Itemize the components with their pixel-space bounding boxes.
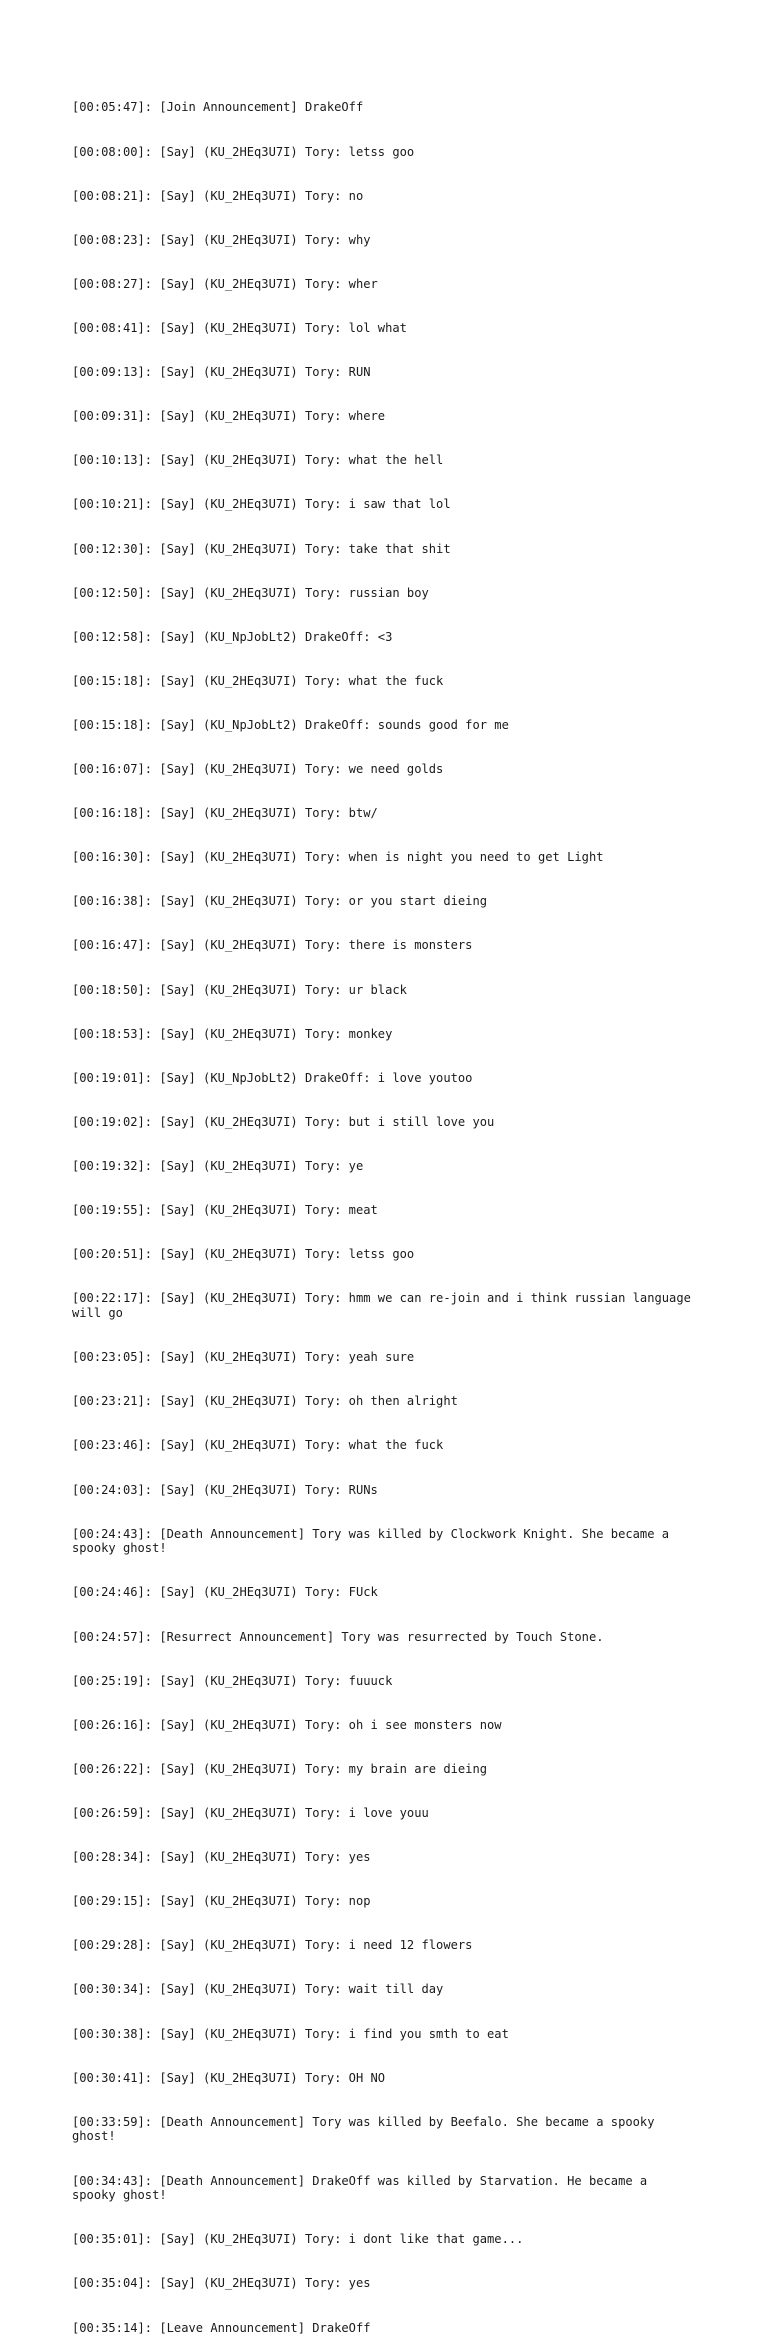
log-line: [00:33:59]: [Death Announcement] Tory was killed by Beefalo. She became a spooky ghost! [72, 2114, 662, 2144]
chat-log [72, 71, 699, 2350]
log-line: [00:15:18]: [Say] (KU_NpJobLt2) DrakeOff: sounds good for me [72, 717, 509, 732]
log-line: [00:25:19]: [Say] (KU_2HEq3U7I) Tory: fuuuck [72, 1673, 393, 1688]
log-line: [00:08:21]: [Say] (KU_2HEq3U7I) Tory: no [72, 188, 364, 203]
log-line: [00:16:38]: [Say] (KU_2HEq3U7I) Tory: or you start dieing [72, 894, 488, 909]
log-line: [00:26:59]: [Say] (KU_2HEq3U7I) Tory: i love youu [72, 1805, 429, 1820]
log-line: [00:12:50]: [Say] (KU_2HEq3U7I) Tory: russian boy [72, 585, 429, 600]
log-line: [00:09:13]: [Say] (KU_2HEq3U7I) Tory: RUN [72, 365, 371, 380]
log-line: [00:30:34]: [Say] (KU_2HEq3U7I) Tory: wait till day [72, 1982, 444, 1997]
log-line: [00:24:03]: [Say] (KU_2HEq3U7I) Tory: RUNs [72, 1482, 378, 1497]
log-line: [00:09:31]: [Say] (KU_2HEq3U7I) Tory: where [72, 409, 386, 424]
log-line: [00:10:21]: [Say] (KU_2HEq3U7I) Tory: i saw that lol [72, 497, 451, 512]
log-line: [00:24:57]: [Resurrect Announcement] Tory was resurrected by Touch Stone. [72, 1629, 604, 1644]
log-line: [00:15:18]: [Say] (KU_2HEq3U7I) Tory: what the fuck [72, 673, 444, 688]
log-line: [00:08:23]: [Say] (KU_2HEq3U7I) Tory: why [72, 232, 371, 247]
log-line: [00:24:43]: [Death Announcement] Tory was killed by Clockwork Knight. She became a spooky ghost! [72, 1526, 677, 1556]
log-line: [00:34:43]: [Death Announcement] DrakeOff was killed by Starvation. He became a spooky ghost! [72, 2173, 655, 2203]
log-line: [00:23:21]: [Say] (KU_2HEq3U7I) Tory: oh then alright [72, 1394, 458, 1409]
log-line: [00:05:47]: [Join Announcement] DrakeOff [72, 100, 364, 115]
log-line: [00:30:41]: [Say] (KU_2HEq3U7I) Tory: OH NO [72, 2070, 386, 2085]
log-line: [00:19:01]: [Say] (KU_NpJobLt2) DrakeOff: i love youtoo [72, 1070, 473, 1085]
log-line: [00:19:55]: [Say] (KU_2HEq3U7I) Tory: meat [72, 1203, 378, 1218]
log-line: [00:08:41]: [Say] (KU_2HEq3U7I) Tory: lol what [72, 320, 407, 335]
log-line: [00:08:27]: [Say] (KU_2HEq3U7I) Tory: wher [72, 276, 378, 291]
log-line: [00:20:51]: [Say] (KU_2HEq3U7I) Tory: letss goo [72, 1247, 415, 1262]
log-line: [00:12:58]: [Say] (KU_NpJobLt2) DrakeOff: <3 [72, 629, 393, 644]
log-line: [00:29:15]: [Say] (KU_2HEq3U7I) Tory: nop [72, 1894, 371, 1909]
log-line: [00:29:28]: [Say] (KU_2HEq3U7I) Tory: i need 12 flowers [72, 1938, 473, 1953]
log-line: [00:10:13]: [Say] (KU_2HEq3U7I) Tory: what the hell [72, 453, 444, 468]
log-line: [00:35:01]: [Say] (KU_2HEq3U7I) Tory: i dont like that game... [72, 2232, 524, 2247]
log-line: [00:35:04]: [Say] (KU_2HEq3U7I) Tory: yes [72, 2276, 371, 2291]
log-line: [00:26:16]: [Say] (KU_2HEq3U7I) Tory: oh i see monsters now [72, 1717, 502, 1732]
log-line: [00:18:50]: [Say] (KU_2HEq3U7I) Tory: ur black [72, 982, 407, 997]
log-line: [00:22:17]: [Say] (KU_2HEq3U7I) Tory: hmm we can re-join and i think russian language will go [72, 1291, 699, 1321]
log-line: [00:19:02]: [Say] (KU_2HEq3U7I) Tory: but i still love you [72, 1114, 495, 1129]
log-line: [00:12:30]: [Say] (KU_2HEq3U7I) Tory: take that shit [72, 541, 451, 556]
log-line: [00:16:07]: [Say] (KU_2HEq3U7I) Tory: we need golds [72, 762, 444, 777]
log-line: [00:30:38]: [Say] (KU_2HEq3U7I) Tory: i find you smth to eat [72, 2026, 509, 2041]
log-line: [00:16:30]: [Say] (KU_2HEq3U7I) Tory: when is night you need to get Light [72, 850, 604, 865]
log-line: [00:16:47]: [Say] (KU_2HEq3U7I) Tory: there is monsters [72, 938, 473, 953]
log-line: [00:23:46]: [Say] (KU_2HEq3U7I) Tory: what the fuck [72, 1438, 444, 1453]
log-line: [00:28:34]: [Say] (KU_2HEq3U7I) Tory: yes [72, 1850, 371, 1865]
log-line: [00:08:00]: [Say] (KU_2HEq3U7I) Tory: letss goo [72, 144, 415, 159]
log-line: [00:18:53]: [Say] (KU_2HEq3U7I) Tory: monkey [72, 1026, 393, 1041]
log-line: [00:26:22]: [Say] (KU_2HEq3U7I) Tory: my brain are dieing [72, 1761, 488, 1776]
log-line: [00:24:46]: [Say] (KU_2HEq3U7I) Tory: FUck [72, 1585, 378, 1600]
log-line: [00:16:18]: [Say] (KU_2HEq3U7I) Tory: btw/ [72, 806, 378, 821]
log-line: [00:35:14]: [Leave Announcement] DrakeOff [72, 2320, 371, 2335]
log-line: [00:23:05]: [Say] (KU_2HEq3U7I) Tory: yeah sure [72, 1350, 415, 1365]
log-line: [00:19:32]: [Say] (KU_2HEq3U7I) Tory: ye [72, 1159, 364, 1174]
